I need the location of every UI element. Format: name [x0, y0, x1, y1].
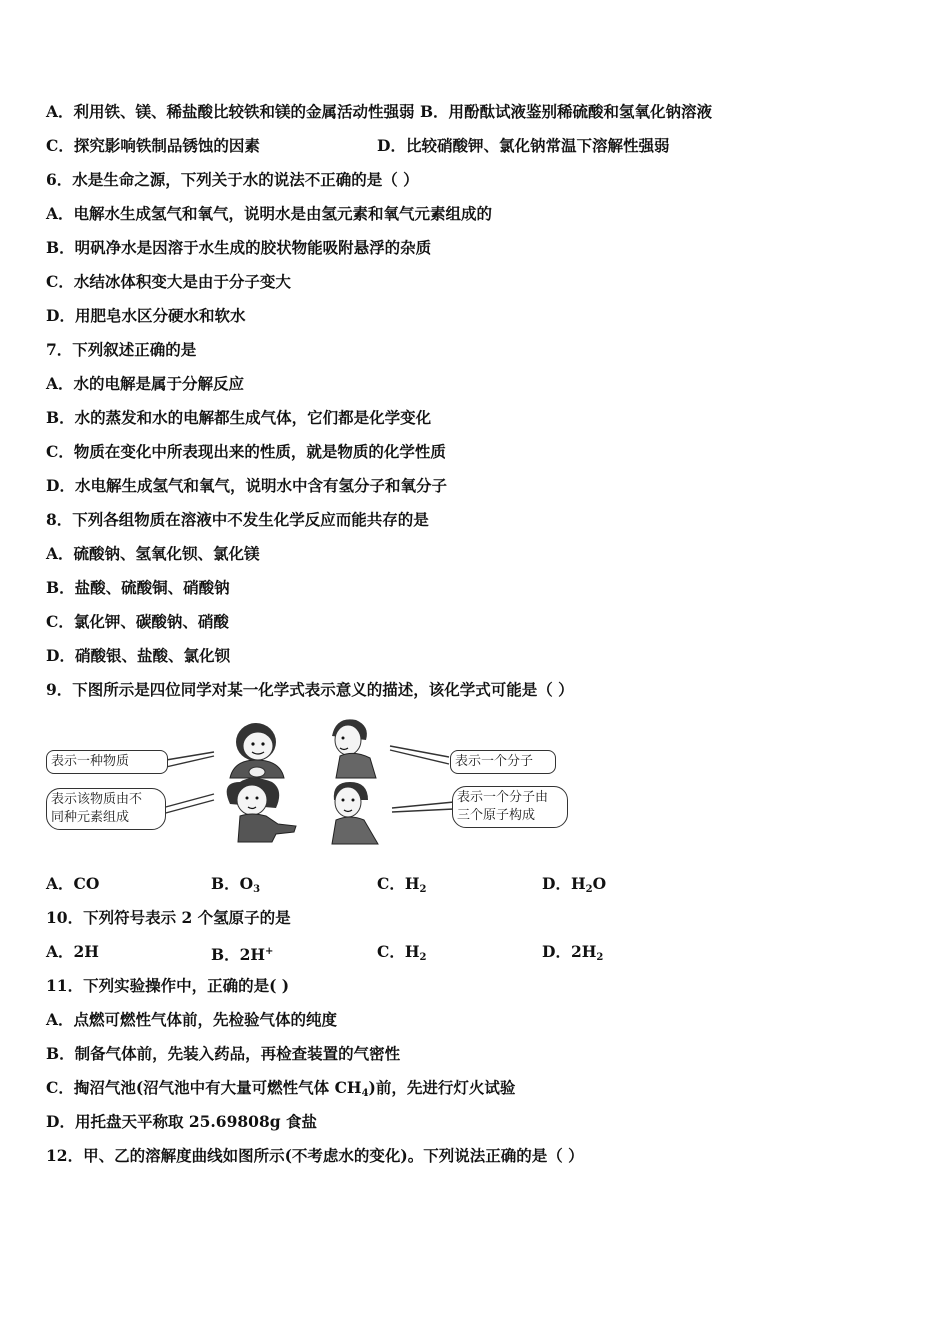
q10-option-d-formula: 2H	[570, 942, 597, 961]
q10-option-c-label: C．	[377, 942, 405, 961]
bubble-one-molecule	[450, 750, 556, 774]
q7-option-d: D．水电解生成氢气和氧气，说明水中含有氢分子和氧分子	[46, 476, 447, 495]
q9-stem: 9．下图所示是四位同学对某一化学式表示意义的描述，该化学式可能是（ ）	[46, 680, 574, 699]
q9-option-d-label: D．	[542, 874, 571, 893]
q11-option-c	[46, 1078, 515, 1104]
q5-option-a-text: A．利用铁、镁、稀盐酸比较铁和镁的金属活动性强弱	[46, 102, 415, 121]
q5-option-c: C．探究影响铁制品锈蚀的因素	[46, 136, 260, 155]
q5-option-d: D．比较硝酸钾、氯化钠常温下溶解性强弱	[377, 136, 670, 155]
q8-option-b: B．盐酸、硫酸铜、硝酸钠	[46, 578, 230, 597]
q5-option-b-text: B．用酚酞试液鉴别稀硫酸和氢氧化钠溶液	[419, 102, 713, 121]
q8-option-c: C．氯化钾、碳酸钠、硝酸	[46, 612, 229, 631]
q9-option-b-formula: O	[239, 874, 254, 893]
q6-option-d: D．用肥皂水区分硬水和软水	[46, 306, 246, 325]
bubble-different-elements-line2: 同种元素组成	[51, 810, 130, 825]
q9-figure	[44, 712, 574, 852]
q9-option-a-formula: CO	[73, 874, 100, 893]
q8-option-a: A．硫酸钠、氢氧化钡、氯化镁	[46, 544, 260, 563]
q6-option-b: B．明矾净水是因溶于水生成的胶状物能吸附悬浮的杂质	[46, 238, 432, 257]
q9-figure-drawing	[44, 712, 574, 852]
q9-option-c	[377, 874, 426, 900]
q9-option-b	[211, 874, 260, 900]
q9-option-c-subscript: 2	[419, 884, 427, 895]
q10-option-b	[211, 942, 273, 965]
q9-option-a	[46, 874, 99, 894]
q9-option-b-subscript: 3	[253, 884, 261, 895]
bubble-three-atoms	[452, 786, 568, 828]
q9-option-d-formula-pre: H	[570, 874, 586, 893]
q11-option-a: A．点燃可燃性气体前，先检验气体的纯度	[46, 1010, 338, 1029]
student-1-figure	[230, 723, 284, 778]
q5-option-a	[46, 102, 712, 122]
q6-option-a: A．电解水生成氢气和氧气，说明水是由氢元素和氧气元素组成的	[46, 204, 493, 223]
q6-option-c: C．水结冰体积变大是由于分子变大	[46, 272, 291, 291]
q8-stem: 8．下列各组物质在溶液中不发生化学反应而能共存的是	[46, 510, 429, 529]
q10-option-d-label: D．	[542, 942, 571, 961]
q10-option-a: A．2H	[46, 942, 99, 961]
q10-option-c-formula: H	[404, 942, 420, 961]
q12-stem: 12．甲、乙的溶解度曲线如图所示(不考虑水的变化)。下列说法正确的是（ ）	[46, 1146, 584, 1165]
q11-option-c-pre: C．掏沼气池(沼气池中有大量可燃性气体 CH	[46, 1078, 362, 1097]
student-2-figure	[332, 719, 376, 778]
q9-option-d-subscript: 2	[585, 884, 593, 895]
q9-option-c-label: C．	[377, 874, 405, 893]
bubble-different-elements-line1: 表示该物质由不	[51, 792, 143, 807]
q7-stem: 7．下列叙述正确的是	[46, 340, 197, 359]
bubble-three-atoms-line2: 三个原子构成	[457, 808, 536, 823]
q10-option-c-subscript: 2	[419, 952, 427, 963]
q10-option-d-subscript: 2	[596, 952, 604, 963]
q7-option-b: B．水的蒸发和水的电解都生成气体，它们都是化学变化	[46, 408, 432, 427]
q9-option-b-label: B．	[211, 874, 240, 893]
q9-option-d-formula-post: O	[592, 874, 607, 893]
q10-option-c	[377, 942, 426, 968]
bubble-three-atoms-line1: 表示一个分子由	[457, 790, 549, 805]
bubble-different-elements	[46, 788, 166, 830]
bubble-one-molecule-text: 表示一个分子	[455, 754, 534, 769]
q7-option-c: C．物质在变化中所表现出来的性质，就是物质的化学性质	[46, 442, 446, 461]
q10-option-b-label: B．	[211, 945, 240, 964]
q11-option-c-post: )前，先进行灯火试验	[368, 1078, 516, 1097]
student-3-figure	[227, 778, 296, 842]
q10-option-d	[542, 942, 603, 968]
q9-option-c-formula: H	[404, 874, 420, 893]
q10-option-b-formula: 2H	[239, 945, 266, 964]
q10-option-b-superscript: +	[265, 946, 274, 957]
q7-option-a: A．水的电解是属于分解反应	[46, 374, 245, 393]
q8-option-d: D．硝酸银、盐酸、氯化钡	[46, 646, 230, 665]
q11-option-d: D．用托盘天平称取 25.69808g 食盐	[46, 1112, 317, 1131]
q11-option-b: B．制备气体前，先装入药品，再检查装置的气密性	[46, 1044, 401, 1063]
student-4-figure	[332, 782, 378, 844]
q9-option-d	[542, 874, 606, 900]
bubble-one-substance	[46, 750, 168, 774]
q6-stem: 6．水是生命之源，下列关于水的说法不正确的是（ ）	[46, 170, 419, 189]
q10-stem: 10．下列符号表示 2 个氢原子的是	[46, 908, 291, 927]
q11-option-c-subscript: 4	[361, 1088, 369, 1099]
q9-option-a-label: A．	[46, 874, 74, 893]
q11-stem: 11．下列实验操作中，正确的是( )	[46, 976, 290, 995]
bubble-one-substance-text: 表示一种物质	[51, 754, 130, 769]
